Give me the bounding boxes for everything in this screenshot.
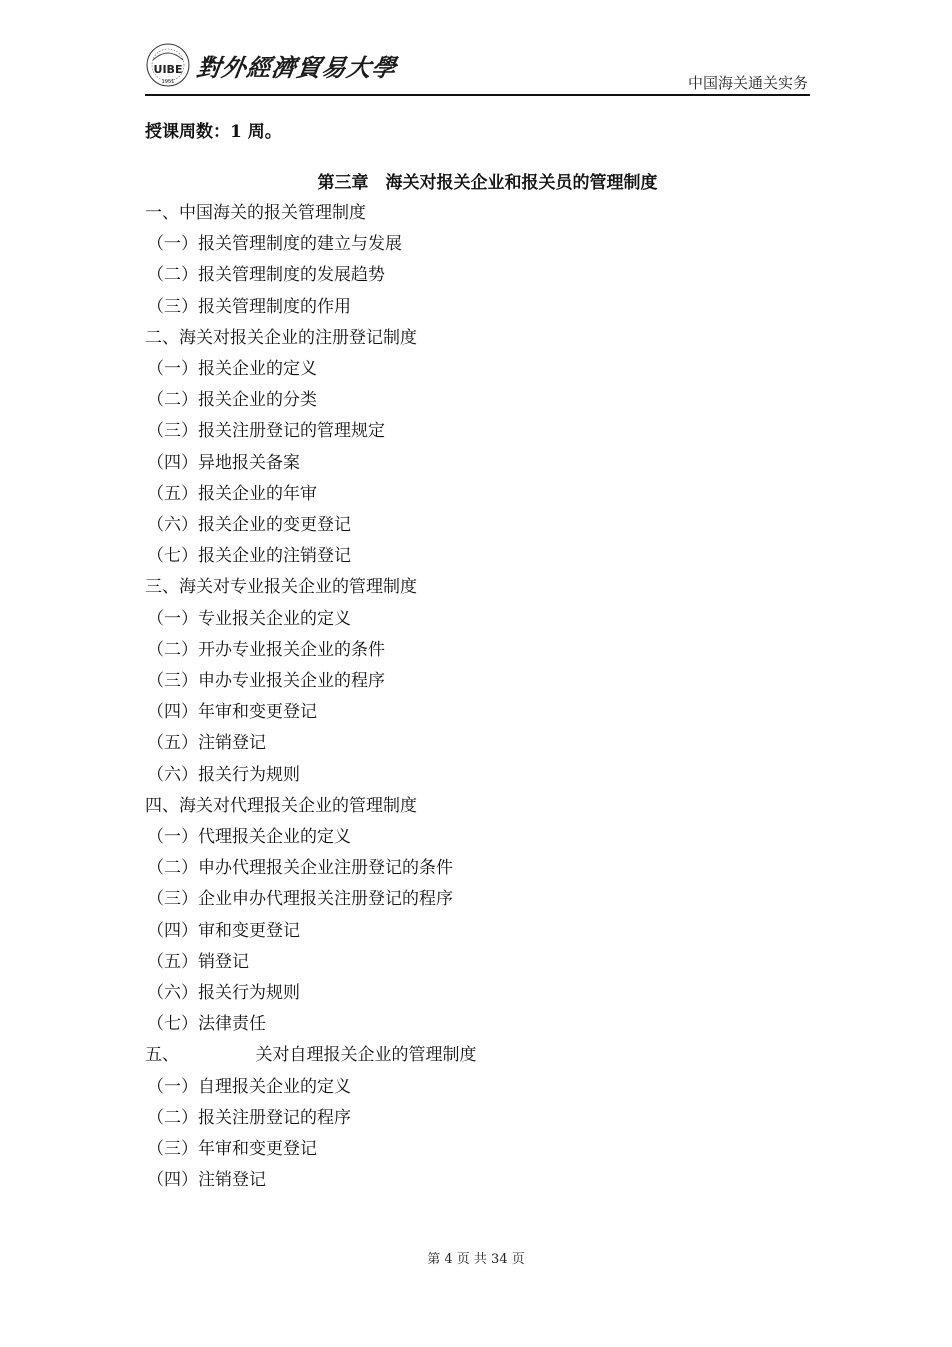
- chapter-title: 第三章 海关对报关企业和报关员的管理制度: [317, 173, 658, 193]
- outline-subsection: （五）报关企业的年审: [147, 483, 317, 504]
- header-divider: [145, 94, 810, 96]
- outline-subsection: （二）报关企业的分类: [147, 390, 317, 411]
- outline-subsection: （五）注销登记: [147, 733, 266, 754]
- teaching-weeks: 授课周数：1 周。: [145, 122, 282, 142]
- outline-subsection: （二）开办专业报关企业的条件: [147, 639, 385, 660]
- outline-subsection: （一）报关企业的定义: [147, 359, 317, 380]
- outline-subsection: （一）报关管理制度的建立与发展: [147, 234, 402, 255]
- outline-section: 一、中国海关的报关管理制度: [145, 203, 366, 223]
- outline-subsection: （三）报关管理制度的作用: [147, 296, 351, 317]
- outline-subsection: （一）代理报关企业的定义: [147, 827, 351, 848]
- outline-subsection: （六）报关行为规则: [147, 764, 300, 785]
- svg-text:UIBE: UIBE: [153, 63, 183, 76]
- outline-subsection: （七）法律责任: [147, 1014, 266, 1035]
- outline-subsection: （七）报关企业的注销登记: [147, 546, 351, 567]
- outline-subsection: （三）申办专业报关企业的程序: [147, 671, 385, 692]
- outline-section: 五、 关对自理报关企业的管理制度: [145, 1045, 477, 1066]
- outline-section: 三、海关对专业报关企业的管理制度: [145, 577, 417, 598]
- outline-subsection: （三）报关注册登记的管理规定: [147, 421, 385, 442]
- university-emblem-icon: [145, 42, 191, 88]
- outline-subsection: （四）年审和变更登记: [147, 702, 317, 723]
- outline-subsection: （四）审和变更登记: [147, 920, 300, 941]
- outline-section: 二、海关对报关企业的注册登记制度: [145, 327, 417, 348]
- outline-subsection: （六）报关企业的变更登记: [147, 515, 351, 536]
- course-title: 中国海关通关实务: [687, 74, 808, 92]
- chapter-outline: [145, 198, 810, 1197]
- outline-subsection: （一）专业报关企业的定义: [147, 608, 351, 629]
- document-body: [145, 118, 810, 1197]
- outline-section: 四、海关对代理报关企业的管理制度: [145, 795, 417, 816]
- outline-subsection: （四）异地报关备案: [147, 452, 300, 473]
- outline-subsection: （六）报关行为规则: [147, 983, 300, 1004]
- outline-subsection: （四）注销登记: [147, 1170, 266, 1191]
- outline-subsection: （一）自理报关企业的定义: [147, 1076, 351, 1097]
- page-header: [145, 38, 810, 96]
- outline-subsection: （三）企业申办代理报关注册登记的程序: [147, 889, 453, 910]
- page-footer: 第 4 页 共 34 页: [427, 1252, 525, 1267]
- university-logo: [145, 42, 397, 88]
- svg-text:1951: 1951: [161, 79, 175, 85]
- outline-subsection: （五）销登记: [147, 951, 249, 972]
- outline-subsection: （二）报关注册登记的程序: [147, 1107, 351, 1128]
- outline-subsection: （二）申办代理报关企业注册登记的条件: [147, 858, 453, 879]
- outline-subsection: （三）年审和变更登记: [147, 1139, 317, 1160]
- outline-subsection: （二）报关管理制度的发展趋势: [147, 265, 385, 286]
- university-name-script: 對外經濟貿易大學: [194, 52, 399, 82]
